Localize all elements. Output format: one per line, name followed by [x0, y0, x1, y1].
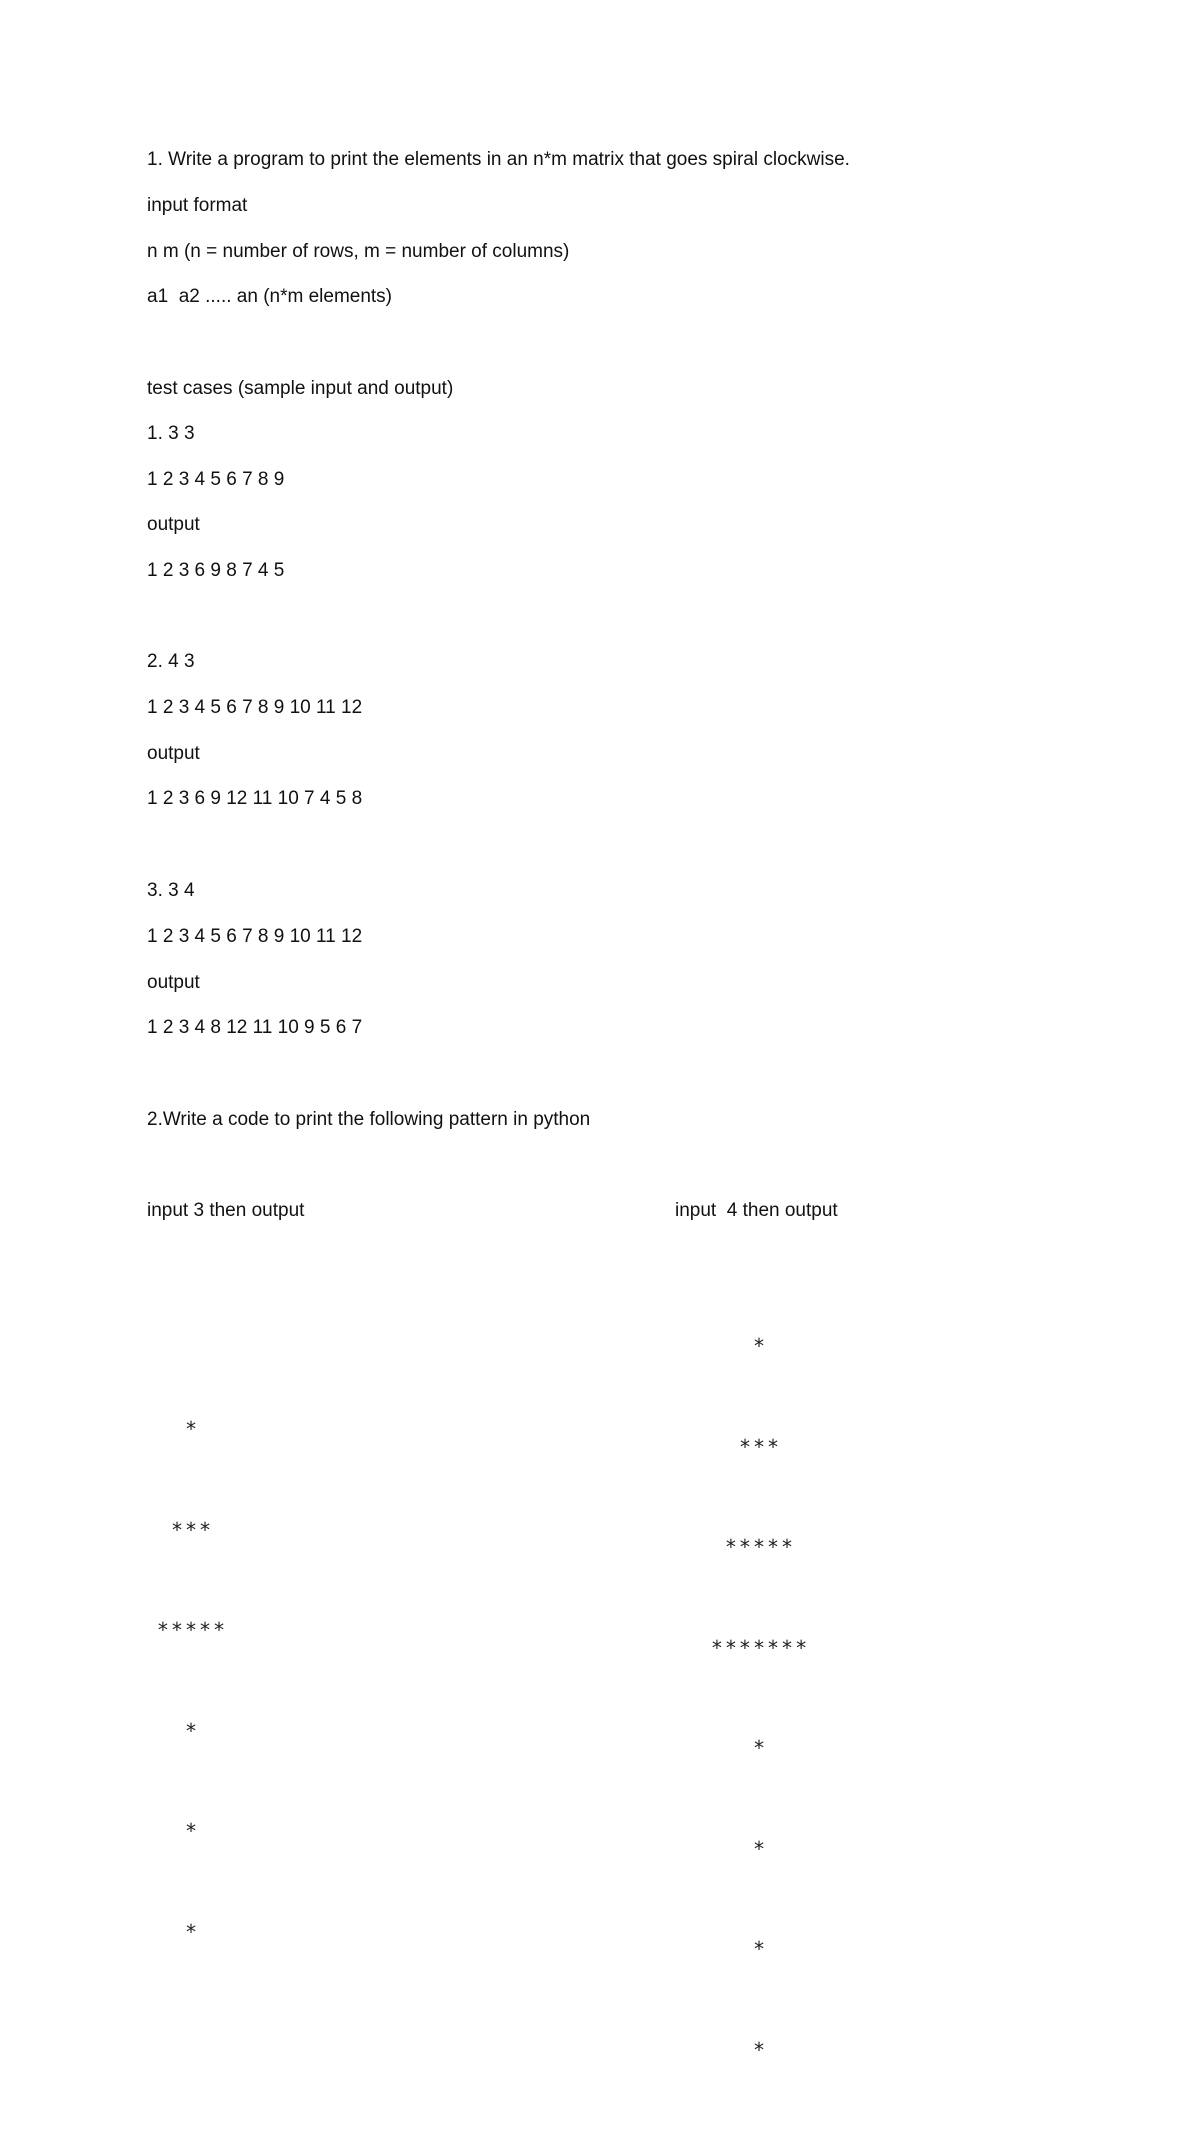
left-pattern-row: * [184, 1819, 200, 1843]
right-pattern-row: *** [738, 1434, 782, 1459]
question-2-title: 2.Write a code to print the following pattern in python [147, 1109, 591, 1130]
case-1-output: 1 2 3 6 9 8 7 4 5 [147, 560, 285, 581]
case-1-header: 1. 3 3 [147, 423, 195, 444]
case-2-output: 1 2 3 6 9 12 11 10 7 4 5 8 [147, 788, 363, 809]
right-pattern-row: ******* [710, 1635, 810, 1660]
case-1-input: 1 2 3 4 5 6 7 8 9 [147, 469, 285, 490]
input-format-label: input format [147, 195, 248, 216]
case-1-output-label: output [147, 514, 200, 535]
input-format-line-1: n m (n = number of rows, m = number of columns) [147, 241, 570, 262]
right-pattern-row: * [752, 2037, 768, 2062]
right-pattern-row: * [752, 1937, 768, 1961]
left-pattern-row: ***** [156, 1618, 228, 1642]
left-pattern-row: *** [170, 1517, 214, 1542]
left-pattern-row: * [184, 1919, 200, 1944]
right-star-pattern [695, 1263, 825, 2134]
right-pattern-row: * [752, 1736, 768, 1760]
right-pattern-row: * [752, 1334, 768, 1358]
case-3-output-label: output [147, 972, 200, 993]
case-3-output: 1 2 3 4 8 12 11 10 9 5 6 7 [147, 1017, 363, 1038]
case-3-header: 3. 3 4 [147, 880, 195, 901]
left-star-pattern [142, 1346, 242, 2016]
left-pattern-row: * [184, 1417, 200, 1441]
question-1-title: 1. Write a program to print the elements in an n*m matrix that goes spiral clockwise. [147, 149, 850, 170]
right-pattern-label: input 4 then output [675, 1200, 838, 1221]
test-cases-label: test cases (sample input and output) [147, 378, 454, 399]
left-pattern-label: input 3 then output [147, 1200, 305, 1221]
case-3-input: 1 2 3 4 5 6 7 8 9 10 11 12 [147, 926, 363, 947]
input-format-line-2: a1 a2 ..... an (n*m elements) [147, 286, 393, 307]
case-2-output-label: output [147, 743, 200, 764]
right-pattern-row: ***** [724, 1535, 796, 1559]
left-pattern-row: * [184, 1718, 200, 1743]
case-2-input: 1 2 3 4 5 6 7 8 9 10 11 12 [147, 697, 363, 718]
right-pattern-row: * [752, 1836, 768, 1861]
case-2-header: 2. 4 3 [147, 651, 195, 672]
